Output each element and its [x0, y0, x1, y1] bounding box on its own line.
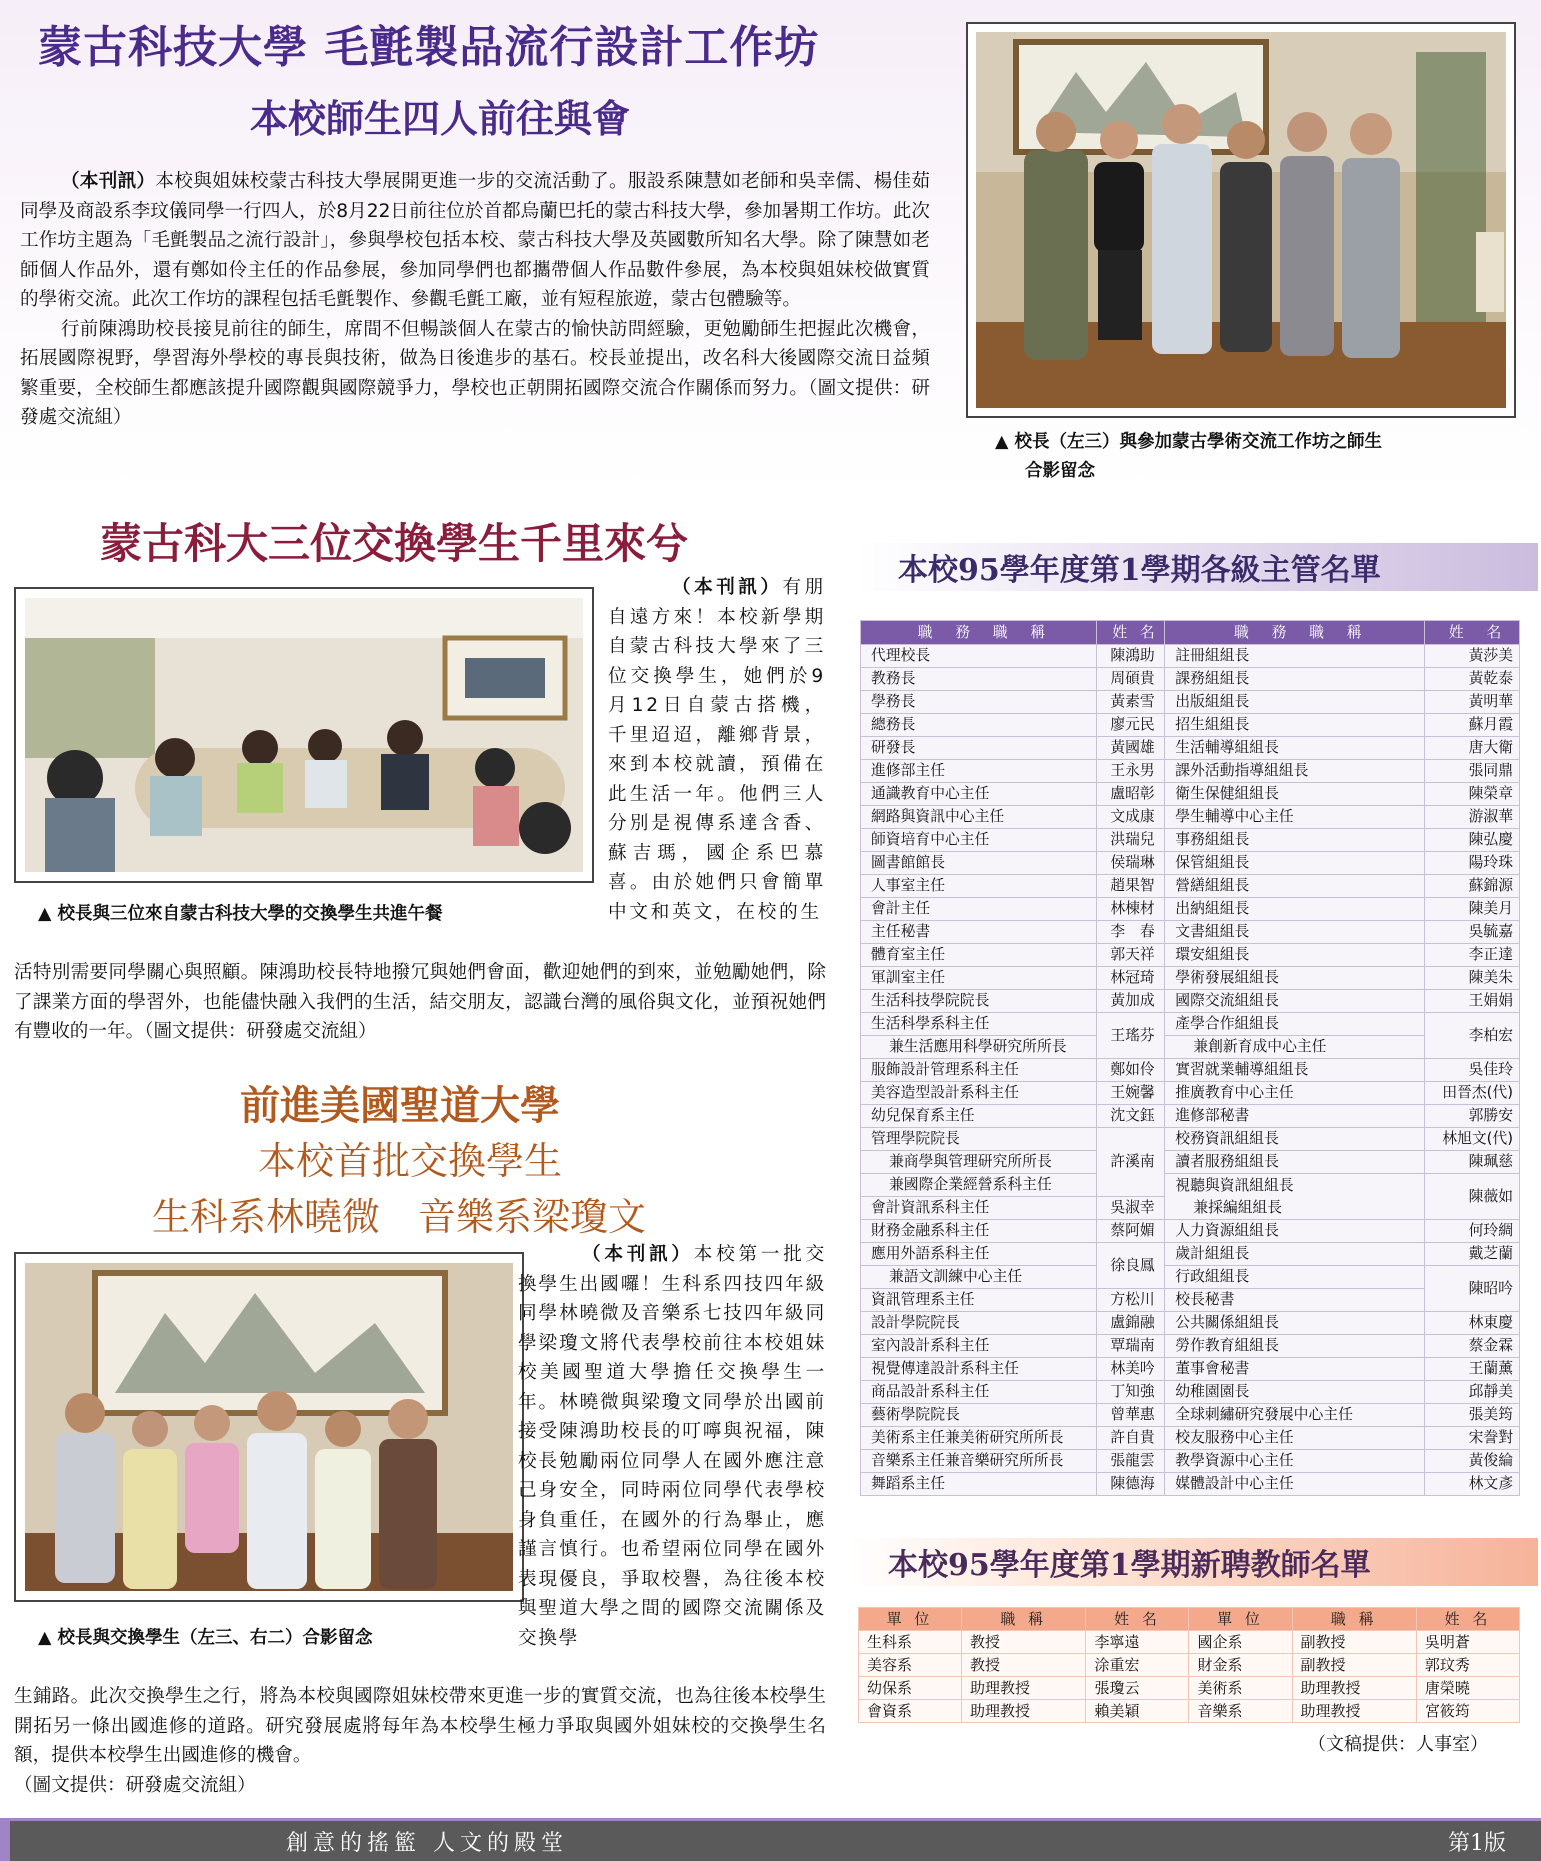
exchange-photo-image	[25, 1263, 513, 1591]
table-row: 會計資訊系科主任 吳淑幸	[861, 1197, 1520, 1220]
table-row: 財務金融系科主任 蔡阿媚 人力資源組組長 何玲綢	[861, 1220, 1520, 1243]
article1-paragraph-1: （本刊訊）本校與姐妹校蒙古科技大學展開更進一步的交流活動了。服設系陳慧如老師和吳幸儒、楊佳茹同學及商設系李玟儀同學一行四人，於8月22日前往位於首都烏蘭巴托的蒙古科技大學，參加暑期工作坊。此次工作坊主題為「毛氈製品之流行設計」，參與學校包括本校、蒙古科技大學及英國數所知名大學。除了陳慧如老師個人作品外，還有鄭如伶主任的作品參展，參加同學們也都攜帶個人作品數件參展，為本校與姐妹校做實質的學術交流。此次工作坊的課程包括毛氈製作、參觀毛氈工廠，並有短程旅遊，蒙古包體驗等。	[20, 171, 930, 310]
table-row: 資訊管理系主任 方松川 校長秘書	[861, 1289, 1520, 1312]
table-row: 總務長 廖元民 招生組組長 蘇月霞	[861, 714, 1520, 737]
table-row: 舞蹈系主任 陳德海 媒體設計中心主任 林文彥	[861, 1473, 1520, 1496]
group-photo-image	[976, 32, 1506, 408]
article2-title: 蒙古科大三位交換學生千里來兮	[100, 519, 689, 568]
photo3-caption: ▲ 校長與交換學生（左三、右二）合影留念	[38, 1628, 373, 1648]
table-row: 人事室主任 趙果智 營繕組組長 蘇錦源	[861, 875, 1520, 898]
table-row: 音樂系主任兼音樂研究所所長 張龍雲 教學資源中心主任 黃俊綸	[861, 1450, 1520, 1473]
article2-lead: （本刊訊）	[672, 577, 783, 598]
teachers-credit: （文稿提供：人事室）	[1308, 1734, 1488, 1755]
footer-bar	[0, 1818, 1541, 1861]
article2-body-narrow: （本刊訊）有朋自遠方來！本校新學期自蒙古科技大學來了三位交換學生，她們於9月12日自蒙古搭機，千里迢迢，離鄉背景，來到本校就讀，預備在此生活一年。他們三人分別是視傳系達含香、蘇吉瑪，國企系巴慕喜。由於她們只會簡單中文和英文，在校的生	[608, 577, 826, 923]
article3-lead: （本刊訊）	[582, 1244, 694, 1265]
table-row: 管理學院院長 許溪南 校務資訊組組長 林旭文(代)	[861, 1128, 1520, 1151]
article2-body-wide: 活特別需要同學關心與照顧。陳鴻助校長特地撥冗與她們會面，歡迎她們的到來，並勉勵她們，除了課業方面的學習外，也能儘快融入我們的生活，結交朋友，認識台灣的風俗與文化，並預祝她們有豐收的一年。（圖文提供：研發處交流組）	[14, 962, 826, 1042]
managers-table-heading: 本校95學年度第1學期各級主管名單	[858, 543, 1538, 591]
table-row: 藝術學院院長 曾華惠 全球刺繡研究發展中心主任 張美筠	[861, 1404, 1520, 1427]
table-row: 學務長 黃素雪 出版組組長 黃明華	[861, 691, 1520, 714]
article3-body-narrow: （本刊訊）本校第一批交換學生出國囉！生科系四技四年級同學林曉微及音樂系七技四年級同學梁瓊文將代表學校前往本校姐妹校美國聖道大學擔任交換學生一年。林曉微與梁瓊文同學於出國前接受陳鴻助校長的叮嚀與祝福，陳校長勉勵兩位同學人在國外應注意己身安全，同時兩位同學代表學校身負重任，在國外的行為舉止，應謹言慎行。也希望兩位同學在國外表現優良，爭取校譽，為往後本校與聖道大學之間的國際交流關係及交換學	[518, 1244, 826, 1649]
teachers-table	[858, 1607, 1520, 1723]
table-row: 會資系 助理教授 賴美穎 音樂系 助理教授 宮筱筠	[859, 1700, 1520, 1723]
table-row: 幼保系 助理教授 張瓊云 美術系 助理教授 唐榮曉	[859, 1677, 1520, 1700]
table-row: 體育室主任 郭天祥 環安組組長 李正達	[861, 944, 1520, 967]
table-row: 服飾設計管理系科主任 鄭如伶 實習就業輔導組組長 吳佳玲	[861, 1059, 1520, 1082]
article1-body	[20, 167, 930, 433]
table-row: 商品設計系科主任 丁知強 幼稚園園長 邱靜美	[861, 1381, 1520, 1404]
teachers-table-header-row: 單 位 職 稱 姓 名 單 位 職 稱 姓 名	[859, 1608, 1520, 1631]
table-row: 設計學院院長 盧錦融 公共關係組組長 林東慶	[861, 1312, 1520, 1335]
lunch-photo-image	[25, 598, 583, 872]
table-row: 生活科技學院院長 黃加成 國際交流組組長 王娟娟	[861, 990, 1520, 1013]
table-row: 教務長 周碩貴 課務組組長 黃乾泰	[861, 668, 1520, 691]
photo-lunch	[14, 587, 594, 883]
footer-page-number: 第1版	[1448, 1831, 1506, 1856]
table-row: 兼商學與管理研究所所長 讀者服務組組長 陳珮慈	[861, 1151, 1520, 1174]
article1-lead: （本刊訊）	[60, 171, 156, 192]
table-row: 通識教育中心主任 盧昭彰 衛生保健組組長 陳榮章	[861, 783, 1520, 806]
table-row: 兼國際企業經營系科主任 視聽與資訊組組長 兼採編組組長 陳薇如	[861, 1174, 1520, 1197]
article3-subtitle-1: 本校首批交換學生	[258, 1139, 563, 1183]
teachers-table-body	[859, 1631, 1520, 1723]
table-row: 兼語文訓練中心主任 行政組組長 陳昭吟	[861, 1266, 1520, 1289]
article3-subtitle-2: 生科系林曉微 音樂系梁瓊文	[152, 1195, 647, 1239]
table-row: 師資培育中心主任 洪瑞兒 事務組組長 陳弘慶	[861, 829, 1520, 852]
table-row: 美術系主任兼美術研究所所長 許自貴 校友服務中心主任 宋誊對	[861, 1427, 1520, 1450]
table-row: 生科系 教授 李寧遠 國企系 副教授 吳明蒼	[859, 1631, 1520, 1654]
table-row: 主任秘書 李 春 文書組組長 吳毓嘉	[861, 921, 1520, 944]
article1-title: 蒙古科技大學 毛氈製品流行設計工作坊	[38, 22, 820, 73]
managers-table-body	[861, 645, 1520, 1059]
photo2-caption: ▲ 校長與三位來自蒙古科技大學的交換學生共進午餐	[38, 904, 443, 924]
footer-accent	[0, 1818, 10, 1861]
photo-exchange-students	[14, 1252, 524, 1602]
table-row: 圖書館館長 侯瑞琳 保管組組長 陽玲珠	[861, 852, 1520, 875]
table-row: 美容造型設計系科主任 王婉馨 推廣教育中心主任 田晉杰(代)	[861, 1082, 1520, 1105]
article3-body-wide: 生鋪路。此次交換學生之行，將為本校與國際姐妹校帶來更進一步的實質交流，也為往後本校學生開拓另一條出國進修的道路。研究發展處將每年為本校學生極力爭取與國外姐妹校的交換學生名額，提供本校學生出國進修的機會。 （圖文提供：研發處交流組）	[14, 1682, 826, 1800]
managers-table-body-4	[861, 1312, 1520, 1496]
table-row: 室內設計系科主任 覃瑞南 勞作教育組組長 蔡金霖	[861, 1335, 1520, 1358]
table-row: 應用外語系科主任 徐良鳳 歲計組組長 戴芝蘭	[861, 1243, 1520, 1266]
article3-title: 前進美國聖道大學	[240, 1082, 560, 1129]
table-row: 研發長 黃國雄 生活輔導組組長 唐大衛	[861, 737, 1520, 760]
photo1-caption: ▲ 校長（左三）與參加蒙古學術交流工作坊之師生 合影留念	[995, 432, 1383, 481]
table-row: 網路與資訊中心主任 文成康 學生輔導中心主任 游淑華	[861, 806, 1520, 829]
footer-motto: 創意的搖籃 人文的殿堂	[286, 1831, 568, 1856]
article1-paragraph-2: 行前陳鴻助校長接見前往的師生，席間不但暢談個人在蒙古的愉快訪問經驗，更勉勵師生把握此次機會，拓展國際視野，學習海外學校的專長與技術，做為日後進步的基石。校長並提出，改名科大後國際交流日益頻繁重要，全校師生都應該提升國際觀與國際競爭力，學校也正朝開拓國際交流合作關係而努力。（圖文提供：研發處交流組）	[20, 318, 930, 428]
teachers-table-heading: 本校95學年度第1學期新聘教師名單	[848, 1538, 1538, 1586]
managers-table	[860, 620, 1520, 1496]
photo-group-principal	[966, 22, 1516, 418]
table-row: 代理校長 陳鴻助 註冊組組長 黃莎美	[861, 645, 1520, 668]
table-row: 兼生活應用科學研究所所長 兼創新育成中心主任	[861, 1036, 1520, 1059]
managers-table-header-row: 職 務 職 稱 姓 名 職 務 職 稱 姓 名	[861, 621, 1520, 645]
managers-table-body-2	[861, 1059, 1520, 1128]
table-row: 視覺傳達設計系科主任 林美吟 董事會秘書 王蘭薰	[861, 1358, 1520, 1381]
article3-credit: （圖文提供：研發處交流組）	[14, 1774, 256, 1796]
table-row: 生活科學系科主任 王瑤芬 產學合作組組長 李柏宏	[861, 1013, 1520, 1036]
table-row: 美容系 教授 涂重宏 財金系 副教授 郭玟秀	[859, 1654, 1520, 1677]
table-row: 會計主任 林棟材 出納組組長 陳美月	[861, 898, 1520, 921]
table-row: 幼兒保育系主任 沈文鈺 進修部秘書 郭勝安	[861, 1105, 1520, 1128]
table-row: 進修部主任 王永男 課外活動指導組組長 張同鼎	[861, 760, 1520, 783]
article1-subtitle: 本校師生四人前往與會	[250, 97, 631, 141]
table-row: 軍訓室主任 林冠琦 學術發展組組長 陳美朱	[861, 967, 1520, 990]
managers-table-body-3	[861, 1128, 1520, 1312]
